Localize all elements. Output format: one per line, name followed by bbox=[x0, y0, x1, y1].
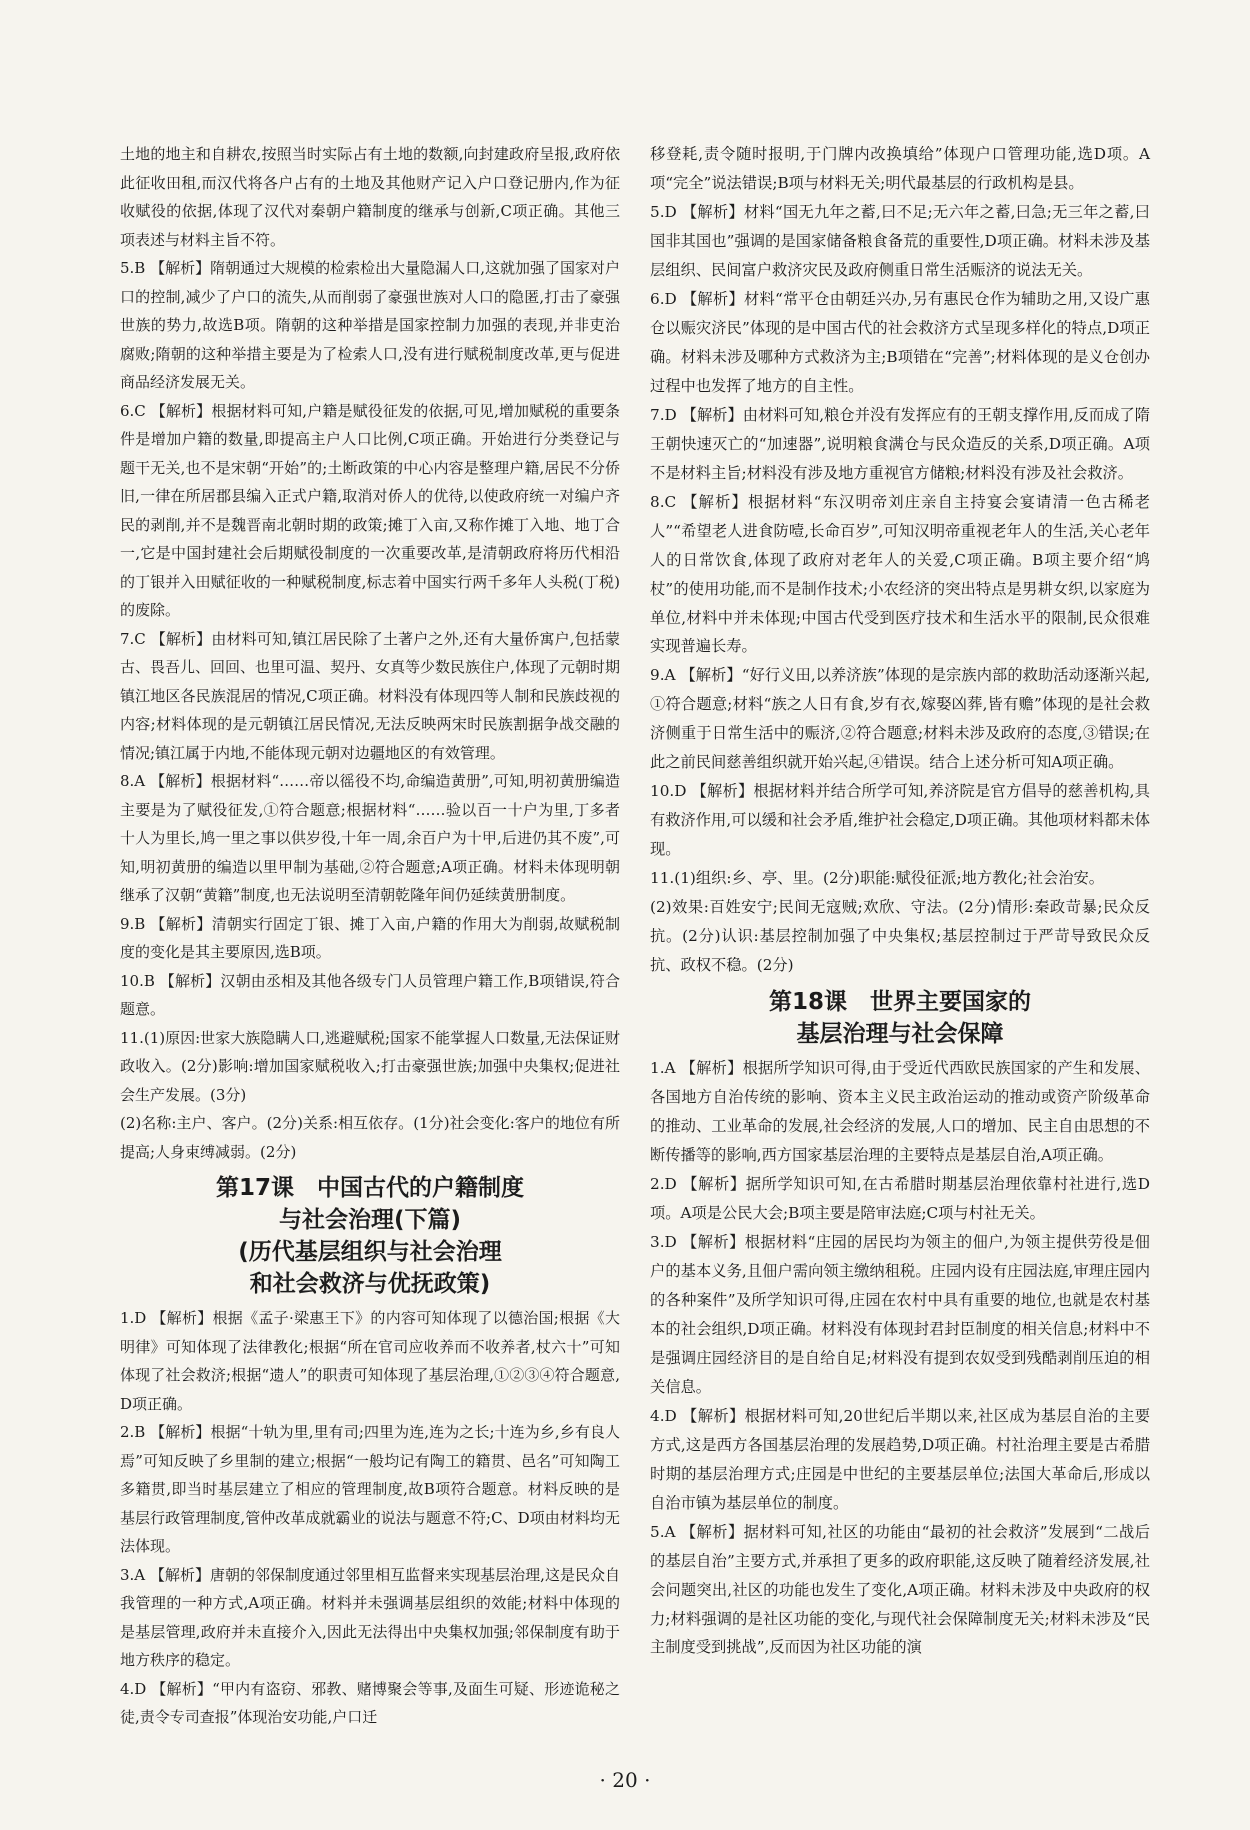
answer-11: 11.(1)原因:世家大族隐瞒人口,逃避赋税;国家不能掌握人口数量,无法保证财政收入。(2分)影响:增加国家赋税收入;打击豪强世族;加强中央集权;促进社会生产发展。(3分) (2)名称:主户、客户。(2分)关系:相互依存。(1分)社会变化:客户的地位有所提高;人身束缚减弱。(2分) bbox=[120, 1028, 620, 1161]
lesson-17-answer-3: 3.A 【解析】唐朝的邻保制度通过邻里相互监督来实现基层治理,这是民众自我管理的一种方式,A项正确。材料并未强调基层组织的效能;材料中体现的是基层管理,政府并未直接介入,因此无法得出中央集权加强;邻保制度有助于地方秩序的稳定。 bbox=[120, 1565, 620, 1669]
lesson-17-answer-11: 11.(1)组织:乡、亭、里。(2分)职能:赋役征派;地方教化;社会治安。 (2)效果:百姓安宁;民间无寇贼;欢欣、守法。(2分)情形:秦政苛暴;民众反抗。(2分)认识:基层控制加强了中央集权;基层控制过于严苛导致民众反抗、政权不稳。(2分) bbox=[650, 869, 1150, 975]
answer-8: 8.A 【解析】根据材料“……帝以徭役不均,命编造黄册”,可知,明初黄册编造主要是为了赋役征发,①符合题意;根据材料“……验以百一十户为里,丁多者十人为里长,鸠一里之事以供岁役,十年一周,余百户为十甲,后进仍其不废”,可知,明初黄册的编造以里甲制为基础,②符合题意;A项正确。材料未体现明朝继承了汉朝“黄籍”制度,也无法说明至清朝乾隆年间仍延续黄册制度。 bbox=[120, 772, 620, 904]
lesson-17-answer-4: 4.D 【解析】“甲内有盗窃、邪教、赌博聚会等事,及面生可疑、形迹诡秘之徒,责令专司查报”体现治安功能,户口迁 bbox=[120, 1679, 620, 1726]
lesson-18-answer-5: 5.A 【解析】据材料可知,社区的功能由“最初的社会救济”发展到“二战后的基层自治”主要方式,并承担了更多的政府职能,这反映了随着经济发展,社会问题突出,社区的功能也发生了变化,A项正确。材料未涉及中央政府的权力;材料强调的是社区功能的变化,与现代社会保障制度无关;材料未涉及“民主制度受到挑战”,反而因为社区功能的演 bbox=[650, 1522, 1150, 1657]
lesson-17-subtitle-line: (历代基层组织与社会治理 bbox=[238, 1239, 502, 1265]
lesson-18-answer-2: 2.D 【解析】据所学知识可知,在古希腊时期基层治理依靠村社进行,选D项。A项是公民大会;B项主要是陪审法庭;C项与村社无关。 bbox=[650, 1174, 1150, 1222]
lesson-17-answer-7: 7.D 【解析】由材料可知,粮仓并没有发挥应有的王朝支撑作用,反而成了隋王朝快速灭亡的“加速器”,说明粮食满仓与民众造反的关系,D项正确。A项不是材料主旨;材料没有涉及地方重视官方储粮;材料没有涉及社会救济。 bbox=[650, 405, 1150, 482]
lesson-17-answer-1: 1.D 【解析】根据《孟子·梁惠王下》的内容可知体现了以德治国;根据《大明律》可知体现了法律教化;根据“所在官司应收养而不收养者,杖六十”可知体现了社会救济;根据“遗人”的职责可知体现了基层治理,①②③④符合题意,D项正确。 bbox=[120, 1309, 620, 1413]
answer-7: 7.C 【解析】由材料可知,镇江居民除了土著户之外,还有大量侨寓户,包括蒙古、畏吾儿、回回、也里可温、契丹、女真等少数民族住户,体现了元朝时期镇江地区各民族混居的情况,C项正确。材料没有体现四等人制和民族歧视的内容;材料体现的是元朝镇江居民情况,无法反映两宋时民族割据争战交融的情况;镇江属于内地,不能体现元朝对边疆地区的有效管理。 bbox=[120, 629, 620, 762]
lesson-17-answer-8: 8.C 【解析】根据材料“东汉明帝刘庄亲自主持宴会宴请清一色古稀老人”“希望老人进食防噎,长命百岁”,可知汉明帝重视老年人的生活,关心老年人的日常饮食,体现了政府对老年人的关爱,C项正确。B项主要介绍“鸠杖”的使用功能,而不是制作技术;小农经济的突出特点是男耕女织,以家庭为单位,材料中并未体现;中国古代受到医疗技术和生活水平的限制,民众很难实现普遍长寿。 bbox=[650, 492, 1150, 656]
lesson-17-title-line: 与社会治理(下篇) bbox=[278, 1207, 462, 1233]
lesson-17-subtitle-line: 和社会救济与优抚政策) bbox=[249, 1271, 491, 1297]
answer-text: 土地的地主和自耕农,按照当时实际占有土地的数额,向封建政府呈报,政府依此征收田租,而汉代将各户占有的土地及其他财产记入户口登记册内,作为征收赋役的依据,体现了汉代对秦朝户籍制度的继承与创新,C项正确。其他三项表述与材料主旨不符。 bbox=[120, 145, 620, 249]
lesson-18-title-line: 第18课 世界主要国家的 bbox=[768, 989, 1031, 1016]
answer-text: 移登耗,责令随时报明,于门牌内改换填给”体现户口管理功能,选D项。A项“完全”说法错误;B项与材料无关;明代最基层的行政机构是县。 bbox=[650, 145, 1150, 192]
answer-9: 9.B 【解析】清朝实行固定丁银、摊丁入亩,户籍的作用大为削弱,故赋税制度的变化是其主要原因,选B项。 bbox=[120, 914, 620, 961]
lesson-17-title-line: 第17课 中国古代的户籍制度 bbox=[215, 1175, 524, 1201]
lesson-18-title-line: 基层治理与社会保障 bbox=[796, 1021, 1004, 1048]
answer-5: 5.B 【解析】隋朝通过大规模的检索检出大量隐漏人口,这就加强了国家对户口的控制,减少了户口的流失,从而削弱了豪强世族对人口的隐匿,打击了豪强世族的势力,故选B项。隋朝的这种举措是国家控制力加强的表现,并非吏治腐败;隋朝的这种举措主要是为了检索人口,没有进行赋税制度改革,更与促进商品经济发展无关。 bbox=[120, 259, 620, 391]
answer-10: 10.B 【解析】汉朝由丞相及其他各级专门人员管理户籍工作,B项错误,符合题意。 bbox=[120, 971, 620, 1018]
left-column bbox=[120, 140, 620, 1732]
page-number: · 20 · bbox=[599, 1768, 651, 1792]
lesson-17-answer-2: 2.B 【解析】根据“十轨为里,里有司;四里为连,连为之长;十连为乡,乡有良人焉”可知反映了乡里制的建立;根据“一般均记有陶工的籍贯、邑名”可知陶工多籍贯,即当时基层建立了相应的管理制度,故B项符合题意。材料反映的是基层行政管理制度,管仲改革成就霸业的说法与题意不符;C、D项由材料均无法体现。 bbox=[120, 1423, 620, 1555]
lesson-17-answer-6: 6.D 【解析】材料“常平仓由朝廷兴办,另有惠民仓作为辅助之用,又设广惠仓以赈灾济民”体现的是中国古代的社会救济方式呈现多样化的特点,D项正确。材料未涉及哪种方式救济为主;B项错在“完善”;材料体现的是义仓创办过程中也发挥了地方的自主性。 bbox=[650, 289, 1150, 395]
lesson-18-answer-1: 1.A 【解析】根据所学知识可得,由于受近代西欧民族国家的产生和发展、各国地方自治传统的影响、资本主义民主政治运动的推动或资产阶级革命的推动、工业革命的发展,社会经济的发展,人口的增加、民主自由思想的不断传播等的影响,西方国家基层治理的主要特点是基层自治,A项正确。 bbox=[650, 1059, 1150, 1164]
answer-6: 6.C 【解析】根据材料可知,户籍是赋役征发的依据,可见,增加赋税的重要条件是增加户籍的数量,即提高主户人口比例,C项正确。开始进行分类登记与题干无关,也不是宋朝“开始”的;土断政策的中心内容是整理户籍,居民不分侨旧,一律在所居郡县编入正式户籍,取消对侨人的优待,以使政府统一对编户齐民的剥削,并不是魏晋南北朝时期的政策;摊丁入亩,又称作摊丁入地、地丁合一,它是中国封建社会后期赋役制度的一次重要改革,是清朝政府将历代相沿的丁银并入田赋征收的一种赋税制度,标志着中国实行两千多年人头税(丁税)的废除。 bbox=[120, 401, 620, 619]
lesson-18-answer-4: 4.D 【解析】根据材料可知,20世纪后半期以来,社区成为基层自治的主要方式,这是西方各国基层治理的发展趋势,D项正确。村社治理主要是古希腊时期的基层治理方式;庄园是中世纪的主要基层单位;法国大革命后,形成以自治市镇为基层单位的制度。 bbox=[650, 1406, 1150, 1512]
lesson-17-heading bbox=[120, 1172, 620, 1300]
lesson-18-heading bbox=[650, 986, 1150, 1050]
right-column bbox=[650, 140, 1150, 1662]
lesson-17-answer-10: 10.D 【解析】根据材料并结合所学可知,养济院是官方倡导的慈善机构,具有救济作用,可以缓和社会矛盾,维护社会稳定,D项正确。其他项材料都未体现。 bbox=[650, 782, 1150, 859]
lesson-17-answer-5: 5.D 【解析】材料“国无九年之蓄,曰不足;无六年之蓄,曰急;无三年之蓄,曰国非其国也”强调的是国家储备粮食备荒的重要性,D项正确。材料未涉及基层组织、民间富户救济灾民及政府侧重日常生活赈济的说法无关。 bbox=[650, 202, 1150, 279]
lesson-18-answer-3: 3.D 【解析】根据材料“庄园的居民均为领主的佃户,为领主提供劳役是佃户的基本义务,且佃户需向领主缴纳租税。庄园内设有庄园法庭,审理庄园内的各种案件”及所学知识可得,庄园在农村中具有重要的地位,也就是农村基本的社会组织,D项正确。材料没有体现封君封臣制度的相关信息;材料中不是强调庄园经济目的是自给自足;材料没有提到农奴受到残酷剥削压迫的相关信息。 bbox=[650, 1232, 1150, 1396]
lesson-17-answer-9: 9.A 【解析】“好行义田,以养济族”体现的是宗族内部的救助活动逐渐兴起,①符合题意;材料“族之人日有食,岁有衣,嫁娶凶葬,皆有赡”体现的是社会救济侧重于日常生活中的赈济,②符合题意;材料未涉及政府的态度,③错误;在此之前民间慈善组织就开始兴起,④错误。结合上述分析可知A项正确。 bbox=[650, 666, 1150, 772]
